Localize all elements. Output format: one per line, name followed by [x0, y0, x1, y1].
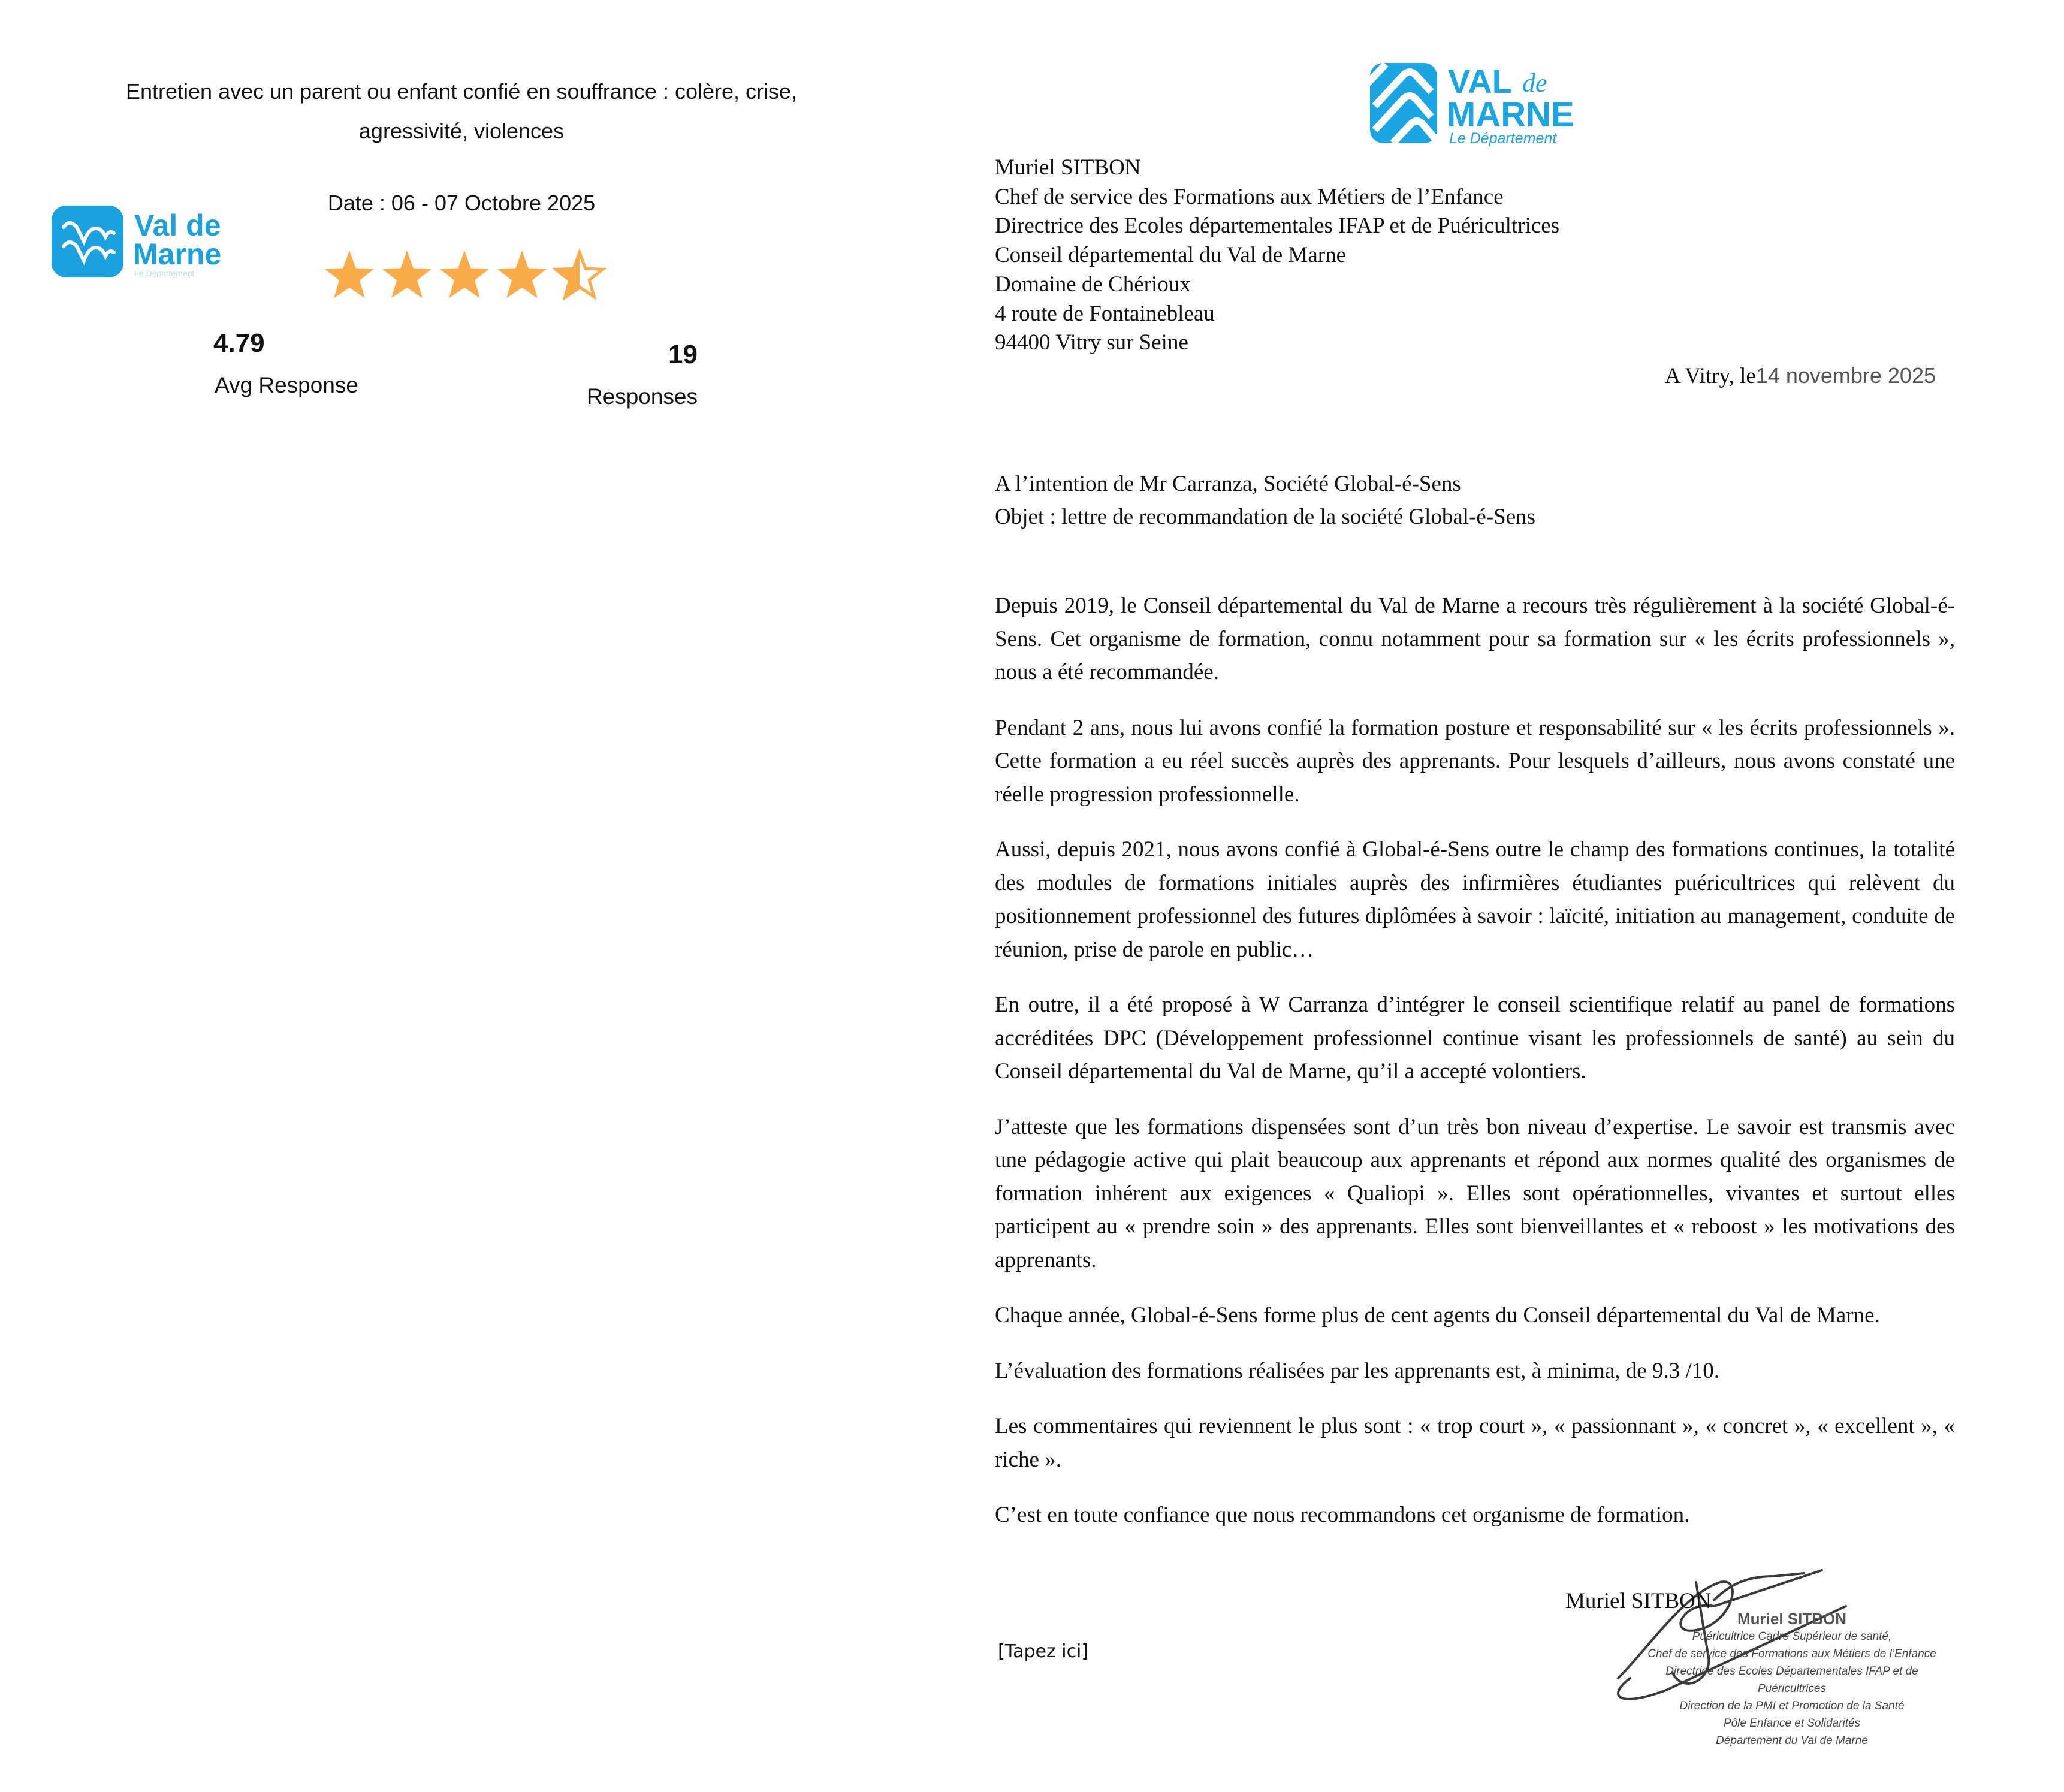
body-paragraph: Depuis 2019, le Conseil départemental du Val de Marne a recours très régulièrement à la société Global-é-Sens. Cet organisme de formation, connu notamment pour sa formation sur « les écrits professionnels », nous a été recommandée. — [995, 593, 1955, 684]
stamp-line: Département du Val de Marne — [1716, 1734, 1868, 1747]
logo-tagline: Le Département — [134, 269, 195, 278]
star-full-icon — [439, 251, 490, 298]
stamp-line: Direction de la PMI et Promotion de la Santé — [1679, 1700, 1905, 1712]
body-paragraph: C’est en toute confiance que nous recommandons cet organisme de formation. — [995, 1503, 1690, 1527]
recipient-line: A l’intention de Mr Carranza, Société Global-é-Sens — [995, 472, 1461, 496]
val-de-marne-department-logo — [1369, 59, 1591, 147]
signatory-name: Muriel SITBON — [1565, 1589, 1712, 1613]
star-rating — [321, 246, 608, 303]
avg-response-value: 4.79 — [213, 328, 265, 358]
subject-line: Objet : lettre de recommandation de la société Global-é-Sens — [995, 505, 1536, 529]
star-half-icon — [553, 251, 605, 300]
val-de-marne-logo — [50, 204, 242, 280]
official-stamp — [1642, 1610, 1942, 1749]
letter-body — [995, 589, 1955, 1554]
stamp-line: Pôle Enfance et Solidarités — [1723, 1717, 1861, 1730]
stamp-line: Puéricultrice Cadre Supérieur de santé, — [1692, 1630, 1892, 1643]
star-full-icon — [382, 251, 432, 298]
avg-response-label: Avg Response — [215, 373, 358, 397]
sender-address-line2: 4 route de Fontainebleau — [995, 301, 1215, 326]
sender-block — [995, 153, 1559, 358]
responses-count: 19 — [668, 340, 698, 369]
logo-tagline: Le Département — [1449, 130, 1557, 147]
body-paragraph: J’atteste que les formations dispensées sont d’un très bon niveau d’expertise. Le savoir est transmis avec une pédagogie active qui plait beaucoup aux apprenants et répond aux normes qualité des organismes de formation inhérent aux exigences « Qualiopi ». Elles sont opérationnelles, vivantes et surtout elles participent au « prendre soin » des apprenants. Elles sont bienveillantes et « reboost » les motivations des apprenants. — [995, 1114, 1955, 1272]
header-placeholder[interactable]: [Tapez ici] — [998, 1641, 1089, 1662]
sender-role: Directrice des Ecoles départementales IFAP et de Puéricultrices — [995, 213, 1560, 239]
training-title: Entretien avec un parent ou enfant confié en souffrance : colère, crise, agressivité, violences — [125, 79, 798, 143]
stamp-line: Directrice des Ecoles Départementales IFAP et de Puéricultrices — [1665, 1665, 1918, 1695]
stamp-name: Muriel SITBON — [1737, 1610, 1846, 1628]
stamp-line: Chef de service des Formations aux Métiers de l’Enfance — [1647, 1648, 1936, 1660]
logo-de: de — [1522, 68, 1547, 98]
responses-label: Responses — [586, 384, 698, 409]
letter-date: 14 novembre 2025 — [1755, 363, 1936, 388]
body-paragraph: Les commentaires qui reviennent le plus sont : « trop court », « passionnant », « concret », « excellent », « riche ». — [995, 1414, 1955, 1472]
date-prefix: A Vitry, le — [1664, 364, 1756, 388]
logo-val: VAL — [1448, 62, 1513, 100]
body-paragraph: Chaque année, Global-é-Sens forme plus de cent agents du Conseil départemental du Val de Marne. — [995, 1303, 1880, 1328]
sender-title: Chef de service des Formations aux Métiers de l’Enfance — [995, 184, 1504, 209]
body-paragraph: En outre, il a été proposé à W Carranza d’intégrer le conseil scientifique relatif au panel de formations accréditées DPC (Développement professionnel continue visant les professionnels de santé) au sein du Conseil départemental du Val de Marne, qu’il a accepté volontiers. — [995, 992, 1955, 1084]
training-date: Date : 06 - 07 Octobre 2025 — [327, 191, 596, 215]
logo-line1: Val de — [134, 209, 221, 242]
recipient-block — [995, 467, 1535, 533]
logo-marne: MARNE — [1447, 95, 1574, 134]
letter-date-line — [1438, 363, 1936, 389]
sender-address-line3: 94400 Vitry sur Seine — [995, 330, 1188, 355]
body-paragraph: Aussi, depuis 2021, nous avons confié à Global-é-Sens outre le champ des formations continues, la totalité des modules de formations initiales auprès des infirmières étudiantes puéricultrices qui relèvent du positionnement professionnel des futures diplômées à savoir : laïcité, initiation au management, conduite de réunion, prise de parole en public… — [995, 837, 1955, 962]
sender-address-line1: Domaine de Chérioux — [995, 271, 1191, 297]
star-full-icon — [324, 251, 375, 298]
body-paragraph: Pendant 2 ans, nous lui avons confié la formation posture et responsabilité sur « les écrits professionnels ». Cette formation a eu réel succès auprès des apprenants. Pour lesquels d’ailleurs, nous avons constaté une réelle progression professionnelle. — [995, 715, 1955, 807]
sender-organization: Conseil départemental du Val de Marne — [995, 243, 1347, 268]
sender-name: Muriel SITBON — [995, 155, 1141, 180]
logo-badge — [52, 206, 123, 277]
logo-line2: Marne — [133, 237, 222, 271]
body-paragraph: L’évaluation des formations réalisées par les apprenants est, à minima, de 9.3 /10. — [995, 1358, 1720, 1383]
star-full-icon — [497, 251, 547, 298]
